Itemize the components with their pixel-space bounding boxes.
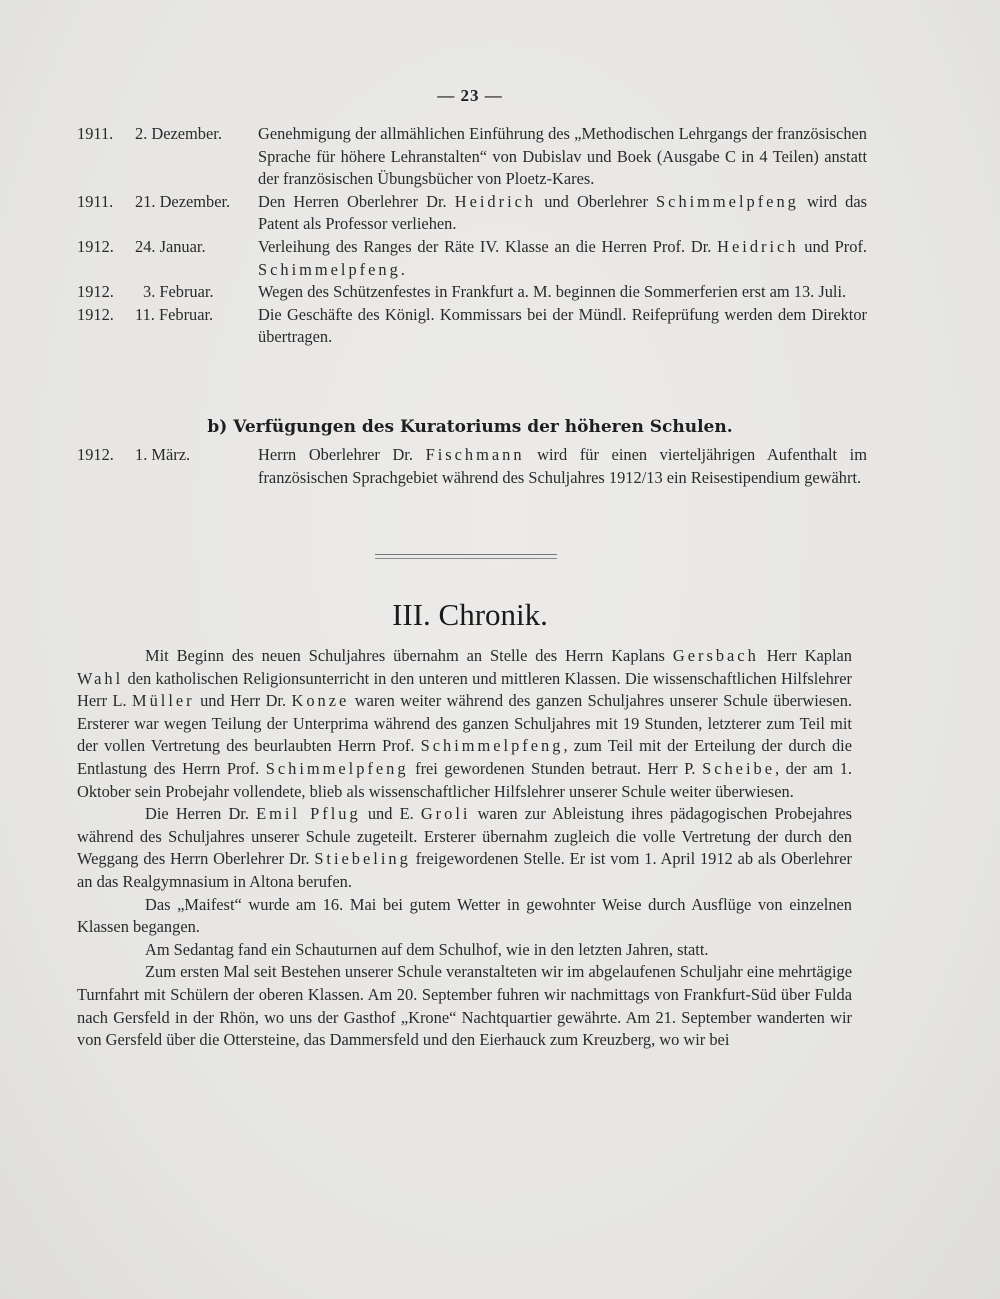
entry-date: 3. Februar. [143,282,214,302]
chapter-title: III. Chronik. [392,597,548,632]
person-name: Scheibe [702,758,775,778]
person-name: Heidrich [717,236,799,256]
section-b-heading: b) Verfügungen des Kuratoriums der höheren Schulen. [207,417,733,437]
entry-date: 24. Januar. [135,236,206,256]
decree-entry [77,123,867,191]
person-name: Schimmelpfeng [656,191,799,211]
person-name: Stiebeling [314,849,411,869]
chronik-body [77,645,852,1052]
entry-text: Wegen des Schützenfestes in Frankfurt a. M. beginnen die Sommerferien erst am 13. Juli. [258,282,847,302]
entry-year: 1912. [77,304,114,324]
page-number: — 23 — [437,86,503,105]
decree-entry [77,444,867,489]
person-name: Müller [132,691,195,711]
entry-year: 1912. [77,282,114,302]
person-name: Fischmann [425,445,525,464]
person-name: Heidrich [454,191,537,211]
section-divider [375,554,557,559]
entry-year: 1911. [77,124,114,143]
decree-entry [77,191,867,236]
entry-year: 1912. [77,236,114,256]
entry-date: 11. Februar. [135,304,214,324]
person-name: Schimmelpfeng [420,736,564,756]
entry-year: 1911. [77,191,114,211]
person-name: Groli [420,804,471,824]
entry-text: Herrn Oberlehrer Dr. Fischmann wird für einen vierteljährigen Aufenthalt im französischen Sprachgebiet während des Schuljahres 1912/13 ein Reisestipendium gewährt. [258,445,867,487]
entry-text: Den Herren Oberlehrer Dr. Heidrich und Oberlehrer Schimmelpfeng wird das Patent als Professor verliehen. [258,191,867,234]
person-name: Konze [291,691,350,711]
entry-text: Genehmigung der allmählichen Einführung des „Methodischen Lehrgangs der französischen Sprache für höhere Lehranstalten“ von Dubislav und Boek (Ausgabe C in 4 Teilen) anstatt der französischen Übungsbücher von Ploetz-Kares. [258,124,867,189]
paragraph: Am Sedantag fand ein Schauturnen auf dem Schulhof, wie in den letzten Jahren, statt. [145,939,709,959]
person-name: Schimmelpfeng [265,758,409,778]
entry-date: 1. März. [135,445,191,464]
paragraph: Mit Beginn des neuen Schuljahres übernahm an Stelle des Herrn Kaplans Gersbach Herr Kaplan Wahl den katholischen Religionsunterricht in den unteren und mittleren Klassen. Die wissenschaftlichen Hilfslehrer Herr L. Müller und Herr Dr. Konze waren weiter während des ganzen Schuljahres unserer Schule überwiesen. Ersterer war wegen Teilung der Unterprima während des ganzen Schuljahres mit 19 Stunden, letzterer zum Teil mit der vollen Vertretung des beurlaubten Herrn Prof. Schimmelpfeng, zum Teil mit der Erteilung der durch die Entlastung des Herrn Prof. Schimmelpfeng frei gewordenen Stunden betraut. Herr P. Scheibe, der am 1. Oktober sein Probejahr vollendete, blieb als wissenschaftlicher Hilfslehrer unserer Schule weiter überwiesen. [77,646,852,801]
person-name: Schimmelpfeng [258,259,401,279]
entry-date: 2. Dezember. [135,124,222,143]
decree-entry [77,236,867,281]
decree-entry [77,281,867,304]
decrees-list [77,123,867,349]
paragraph: Zum ersten Mal seit Bestehen unserer Schule veranstalteten wir im abgelaufenen Schuljahr eine mehrtägige Turnfahrt mit Schülern der oberen Klassen. Am 20. September fuhren wir nachmittags von Frankfurt-Süd über Fulda nach Gersfeld in der Rhön, wo uns der Gasthof „Krone“ Nachtquartier gewährte. Am 21. September wanderten wir von Gersfeld über die Ottersteine, das Dammersfeld und den Eierhauck zum Kreuzberg, wo wir bei [77,962,852,1050]
paragraph: Die Herren Dr. Emil Pflug und E. Groli waren zur Ableistung ihres pädagogischen Probejahres während des Schuljahres unserer Schule zugeteilt. Ersterer übernahm zugleich die volle Vertretung der durch den Weggang des Herrn Oberlehrer Dr. Stiebeling freigewordenen Stelle. Er ist vom 1. April 1912 ab als Oberlehrer an das Realgymnasium in Altona berufen. [77,804,852,891]
curatorium-decrees-list [77,444,867,489]
person-name: Gersbach [672,646,759,665]
entry-text: Verleihung des Ranges der Räte IV. Klasse an die Herren Prof. Dr. Heidrich und Prof. Schimmelpfeng. [258,236,867,279]
person-name: Wahl [77,668,124,688]
decree-entry [77,304,867,349]
person-name: Emil Pflug [256,804,361,824]
entry-date: 21. Dezember. [135,191,231,211]
entry-year: 1912. [77,445,114,464]
paragraph: Das „Maifest“ wurde am 16. Mai bei gutem Wetter in gewohnter Weise durch Ausflüge von einzelnen Klassen begangen. [77,894,852,937]
entry-text: Die Geschäfte des Königl. Kommissars bei der Mündl. Reifeprüfung werden dem Direktor übertragen. [258,304,867,347]
